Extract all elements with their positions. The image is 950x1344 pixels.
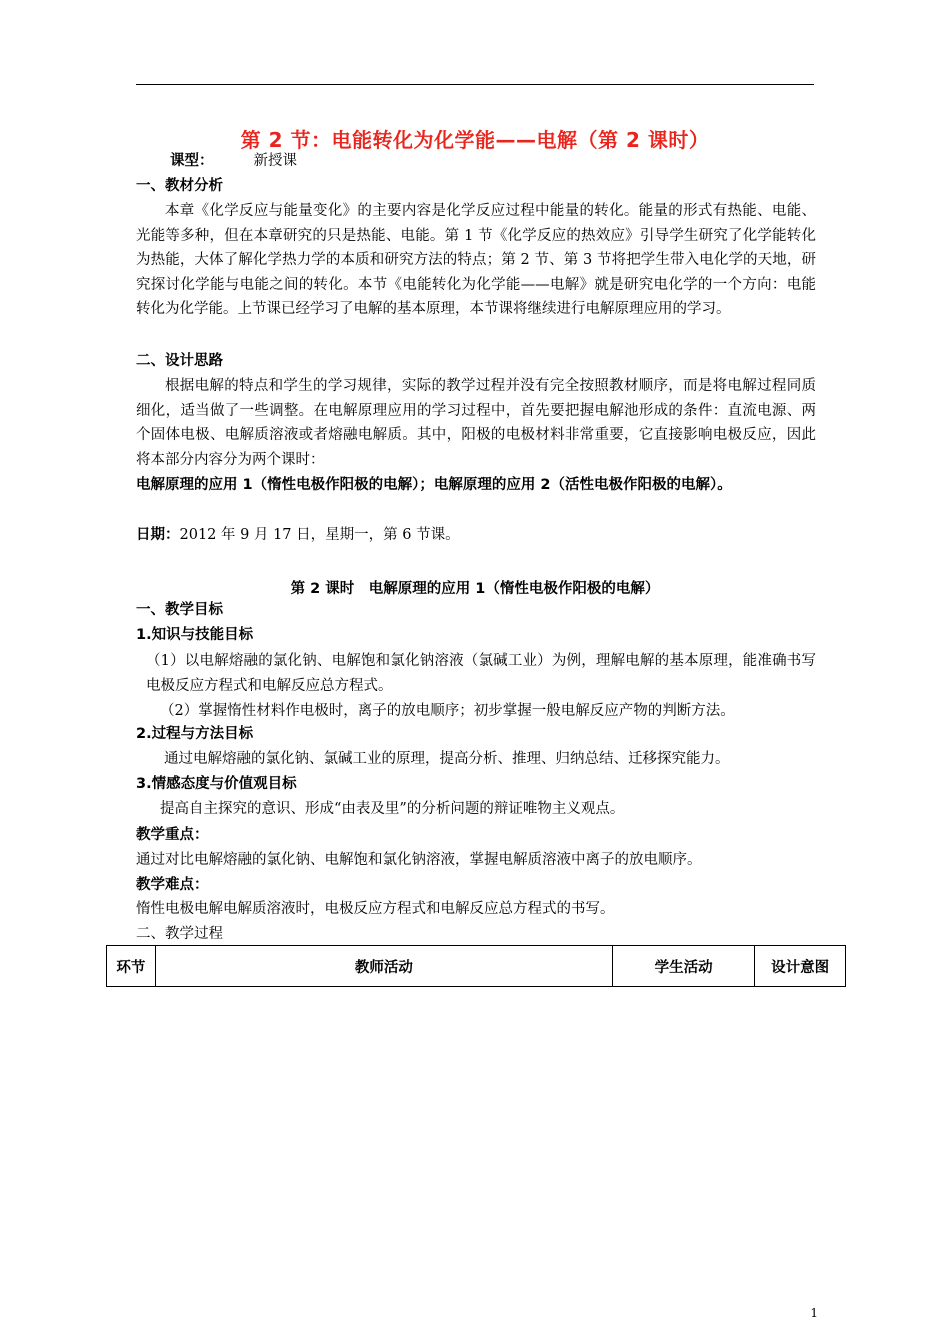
emotion-heading: 3.情感态度与价值观目标 bbox=[136, 776, 297, 792]
date-label: 日期： bbox=[136, 527, 180, 543]
table-header-stage: 环节 bbox=[107, 946, 156, 987]
process-method-item: 通过电解熔融的氯化钠、氯碱工业的原理，提高分析、推理、归纳总结、迁移探究能力。 bbox=[164, 751, 730, 767]
teaching-process-table bbox=[106, 945, 846, 987]
design-paragraph: 根据电解的特点和学生的学习规律，实际的教学过程并没有完全按照教材顺序，而是将电解过程同质细化，适当做了一些调整。在电解原理应用的学习过程中，首先要把握电解池形成的条件：直流电源、两个固体电极、电解质溶液或者熔融电解质。其中，阳极的电极材料非常重要，它直接影响电极反应，因此将本部分内容分为两个课时： bbox=[136, 378, 816, 468]
table-header-teacher: 教师活动 bbox=[155, 946, 612, 987]
emotion-item: 提高自主探究的意识、形成“由表及里”的分析问题的辩证唯物主义观点。 bbox=[160, 801, 625, 817]
goals-heading: 一、教学目标 bbox=[136, 602, 223, 618]
knowledge-item-2: （2）掌握惰性材料作电极时，离子的放电顺序；初步掌握一般电解反应产物的判断方法。 bbox=[160, 703, 735, 719]
lesson-subtitle: 第 2 课时 电解原理的应用 1（惰性电极作阳极的电解） bbox=[290, 581, 660, 597]
table-header-intent: 设计意图 bbox=[755, 946, 846, 987]
knowledge-item-1: （1）以电解熔融的氯化钠、电解饱和氯化钠溶液（氯碱工业）为例，理解电解的基本原理，能准确书写电极反应方程式和电解反应总方程式。 bbox=[146, 653, 816, 694]
page-number: 1 bbox=[810, 1306, 818, 1320]
header-rule bbox=[136, 84, 814, 85]
difficulties-text: 惰性电极电解电解质溶液时，电极反应方程式和电解反应总方程式的书写。 bbox=[136, 901, 615, 917]
difficulties-heading: 教学难点： bbox=[136, 877, 209, 893]
design-bold-line: 电解原理的应用 1（惰性电极作阳极的电解）；电解原理的应用 2（活性电极作阳极的电解）。 bbox=[136, 477, 732, 493]
table-header-row bbox=[107, 946, 846, 987]
date-line bbox=[136, 526, 460, 544]
knowledge-heading: 1.知识与技能目标 bbox=[136, 627, 254, 643]
analysis-paragraph: 本章《化学反应与能量变化》的主要内容是化学反应过程中能量的转化。能量的形式有热能、电能、光能等多种，但在本章研究的只是热能、电能。第 1 节《化学反应的热效应》引导学生研究了化学能转化为热能，大体了解化学热力学的本质和研究方法的特点；第 2 节、第 3 节将把学生带入电化学的天地，研究探讨化学能与电能之间的转化。本节《电能转化为化学能——电解》就是研究电化学的一个方向：电能转化为化学能。上节课已经学习了电解的基本原理，本节课将继续进行电解原理应用的学习。 bbox=[136, 203, 816, 317]
lesson-type-value: 新授课 bbox=[253, 153, 297, 169]
lesson-type-label: 课型： bbox=[170, 153, 214, 169]
key-points-text: 通过对比电解熔融的氯化钠、电解饱和氯化钠溶液，掌握电解质溶液中离子的放电顺序。 bbox=[136, 852, 702, 868]
design-heading: 二、设计思路 bbox=[136, 353, 223, 369]
analysis-heading: 一、教材分析 bbox=[136, 178, 223, 194]
key-points-heading: 教学重点： bbox=[136, 827, 209, 843]
page-title: 第 2 节：电能转化为化学能——电解（第 2 课时） bbox=[240, 128, 710, 152]
process-method-heading: 2.过程与方法目标 bbox=[136, 726, 254, 742]
lesson-type bbox=[170, 152, 297, 170]
date-value: 2012 年 9 月 17 日，星期一，第 6 节课。 bbox=[179, 527, 460, 543]
teaching-process-heading: 二、教学过程 bbox=[136, 926, 223, 942]
table-header-student: 学生活动 bbox=[612, 946, 754, 987]
